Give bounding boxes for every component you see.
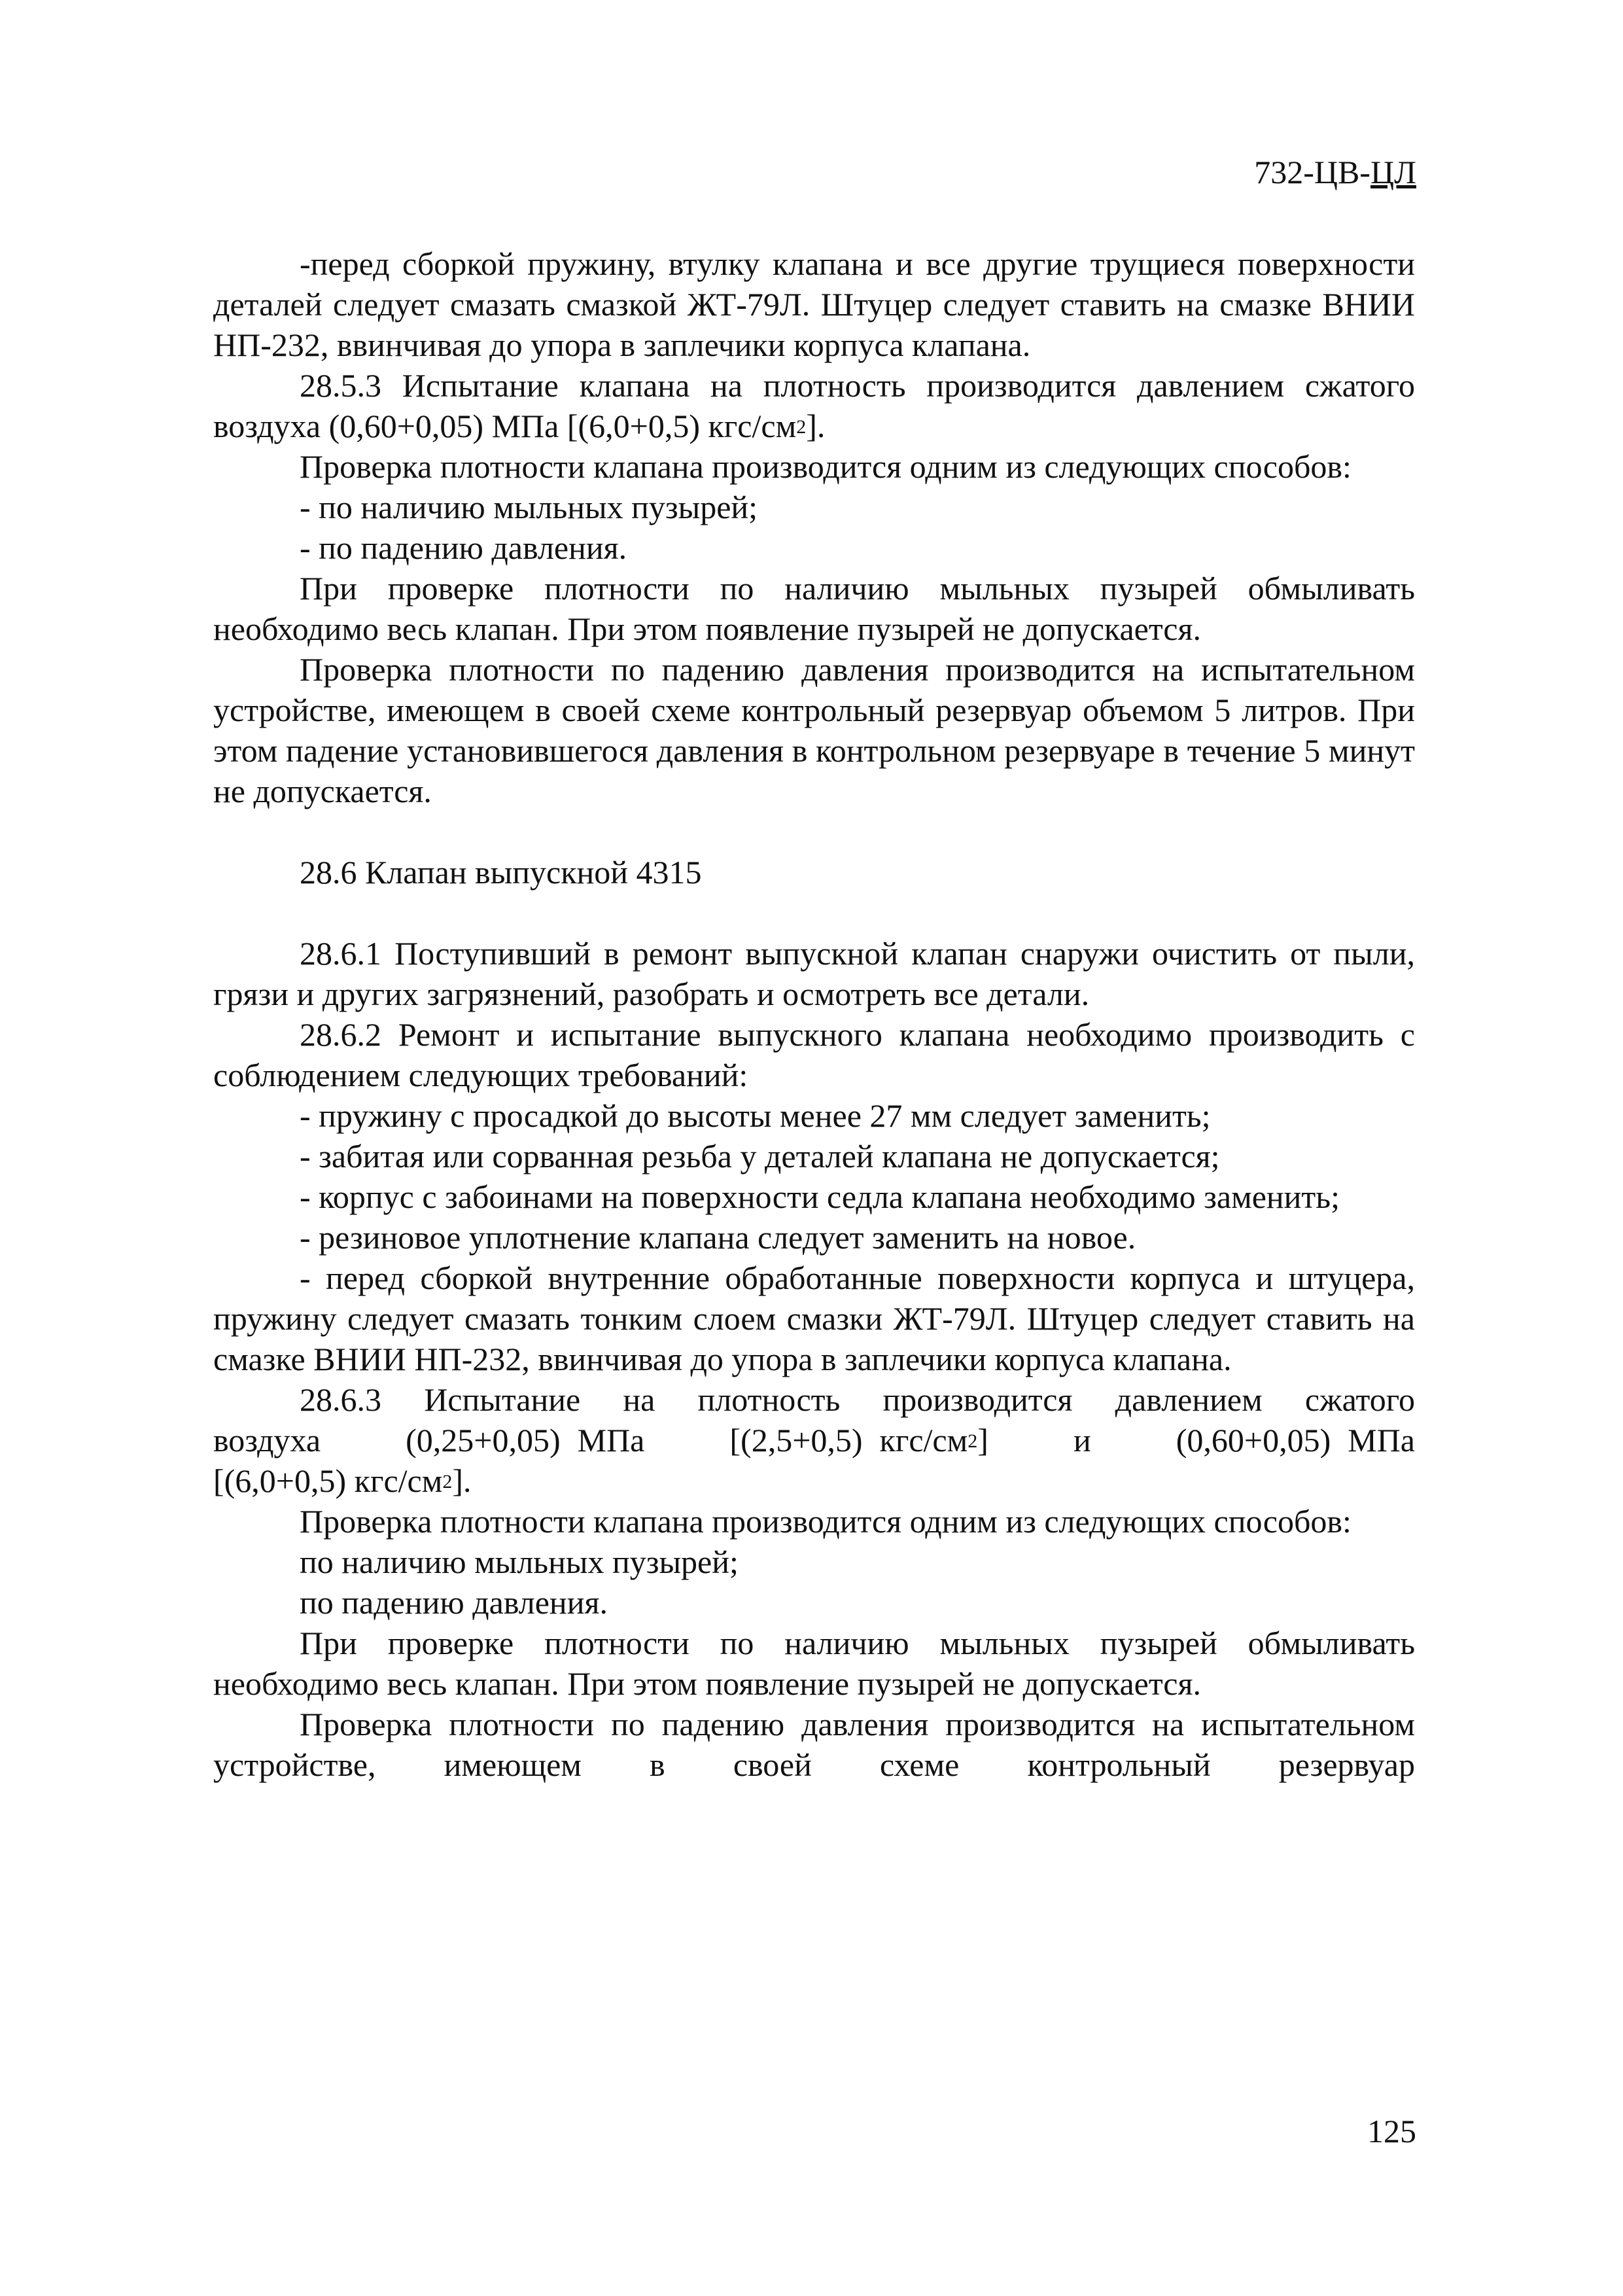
paragraph: -перед сборкой пружину, втулку клапана и все другие трущиеся поверхности деталей следует смазать смазкой ЖТ-79Л. Штуцер следует ставить на смазке ВНИИ НП-232, ввинчивая до упора в заплечики корпуса клапана.	[213, 245, 1415, 363]
spacer	[213, 811, 1415, 852]
paragraph-line	[213, 1420, 1415, 1460]
list-item: по падению давления.	[300, 1584, 608, 1621]
paragraph-text: ].	[806, 408, 826, 444]
list-item: по наличию мыльных пузырей;	[300, 1544, 739, 1580]
paragraph: Проверка плотности по падению давления производится на испытательном устройстве, имеющем в своей схеме контрольный резервуар	[213, 1706, 1415, 1783]
document-code	[1254, 152, 1416, 192]
paragraph: 28.6.2 Ремонт и испытание выпускного клапана необходимо производить с соблюдением следующих требований:	[213, 1016, 1415, 1093]
paragraph-text: 28.5.3 Испытание клапана на плотность производится давлением сжатого воздуха (0,60+0,05) МПа [(6,0+0,5) кгс/см	[213, 367, 1415, 444]
paragraph-text: [(6,0+0,5) кгс/см	[213, 1462, 443, 1499]
list-item: - резиновое уплотнение клапана следует заменить на новое.	[300, 1219, 1136, 1256]
paragraph-text: воздуха (0,25+0,05) МПа [(2,5+0,5) кгс/см	[213, 1422, 968, 1458]
paragraph: При проверке плотности по наличию мыльных пузырей обмыливать необходимо весь клапан. При этом появление пузырей не допускается.	[213, 1625, 1415, 1702]
superscript: 2	[442, 1471, 453, 1492]
paragraph: При проверке плотности по наличию мыльных пузырей обмыливать необходимо весь клапан. При этом появление пузырей не допускается.	[213, 570, 1415, 647]
document-code-prefix: 732-ЦВ-	[1254, 154, 1370, 190]
superscript: 2	[968, 1430, 978, 1452]
paragraph-text: ].	[452, 1462, 472, 1499]
document-body	[213, 243, 1415, 1785]
list-item: - пружину с просадкой до высоты менее 27 мм следует заменить;	[300, 1097, 1211, 1134]
paragraph-text: ] и (0,60+0,05) МПа	[977, 1422, 1415, 1458]
list-item: - корпус с забоинами на поверхности седла клапана необходимо заменить;	[300, 1178, 1340, 1215]
paragraph-line: 28.6.3 Испытание на плотность производится давлением сжатого	[300, 1381, 1415, 1418]
paragraph: 28.6.1 Поступивший в ремонт выпускной клапан снаружи очистить от пыли, грязи и других загрязнений, разобрать и осмотреть все детали.	[213, 935, 1415, 1012]
list-item: - забитая или сорванная резьба у деталей клапана не допускается;	[300, 1138, 1220, 1174]
page-number: 125	[1367, 2113, 1416, 2149]
paragraph-line	[213, 1460, 1415, 1501]
list-item: - по падению давления.	[300, 529, 627, 566]
superscript: 2	[796, 416, 807, 438]
list-item: - перед сборкой внутренние обработанные поверхности корпуса и штуцера, пружину следует смазать тонким слоем смазки ЖТ-79Л. Штуцер следует ставить на смазке ВНИИ НП-232, ввинчивая до упора в заплечики корпуса клапана.	[213, 1260, 1415, 1377]
spacer	[213, 892, 1415, 933]
paragraph: Проверка плотности по падению давления производится на испытательном устройстве, имеющем в своей схеме контрольный резервуар объемом 5 литров. При этом падение установившегося давления в контрольном резервуаре в течение 5 минут не допускается.	[213, 651, 1415, 809]
paragraph: Проверка плотности клапана производится одним из следующих способов:	[300, 448, 1352, 485]
paragraph: Проверка плотности клапана производится одним из следующих способов:	[300, 1503, 1352, 1540]
document-code-suffix: ЦЛ	[1370, 154, 1416, 190]
paragraph-test-pressure	[213, 365, 1415, 446]
list-item: - по наличию мыльных пузырей;	[300, 489, 758, 525]
section-title: 28.6 Клапан выпускной 4315	[300, 854, 702, 891]
